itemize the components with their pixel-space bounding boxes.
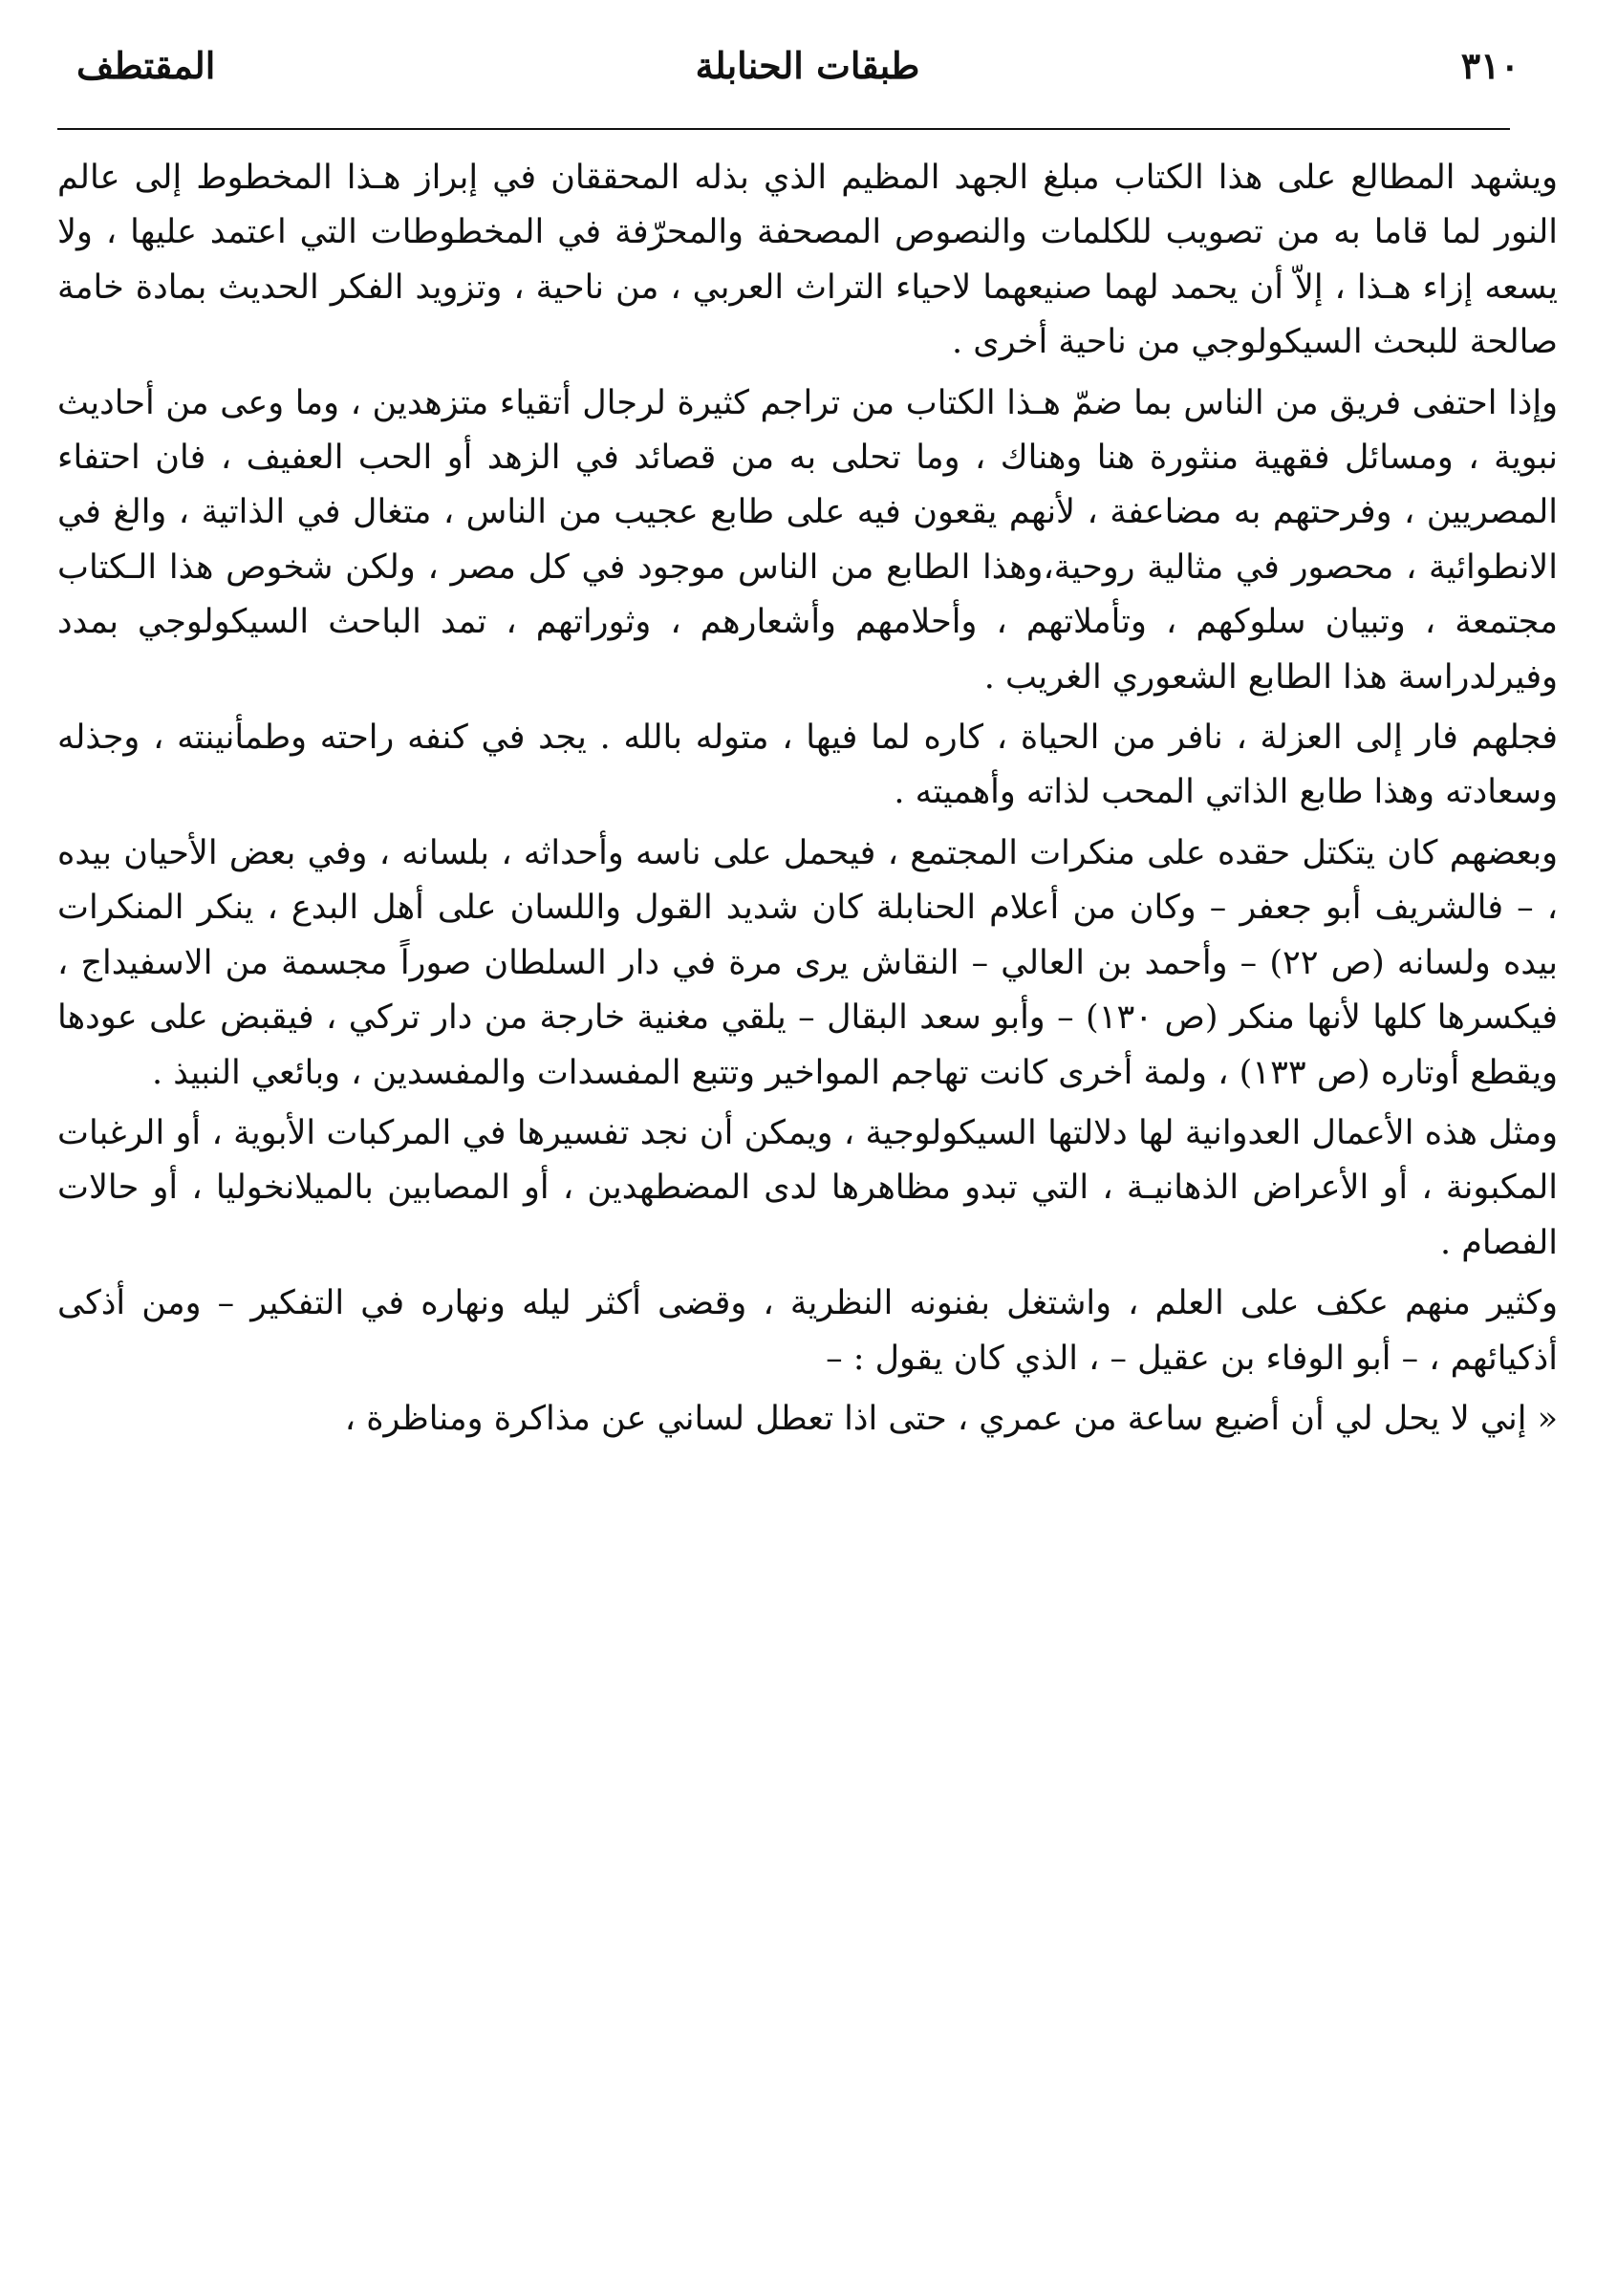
paragraph: وبعضهم كان يتكتل حقده على منكرات المجتمع ، فيحمل على ناسه وأحداثه ، بلسانه ، وفي بعض الأحيان بيده ، – فالشريف أبو جعفر – وكان من أعلام الحنابلة كان شديد القول واللسان على أهل البدع ، ينكر المنكرات بيده ولسانه (ص ٢٢) – وأحمد بن العالي – النقاش يرى مرة في دار السلطان صوراً مجسمة من الاسفيداج ، فيكسرها كلها لأنها منكر (ص ١٣٠) – وأبو سعد البقال – يلقي مغنية خارجة من دار تركي ، فيقبض على عودها ويقطع أوتاره (ص ١٣٣) ، ولمة أخرى كانت تهاجم المواخير وتتبع المفسدات والمفسدين ، وبائعي النبيذ . [57,833,1559,1092]
paragraph: فجلهم فار إلى العزلة ، نافر من الحياة ، كاره لما فيها ، متوله بالله . يجد في كنفه راحته وطمأنينته ، وجذله وسعادته وهذا طابع الذاتي المحب لذاته وأهميته . [57,719,1558,812]
journal-name: المقتطف [76,44,216,87]
paragraph: وكثير منهم عكف على العلم ، واشتغل بفنونه النظرية ، وقضى أكثر ليله ونهاره في التفكير – ومن أذكى أذكيائهم ، – أبو الوفاء بن عقيل – ، الذي كان يقول : – [57,1284,1558,1378]
article-body [57,151,1558,1447]
paragraph: ويشهد المطالع على هذا الكتاب مبلغ الجهد المظيم الذي بذله المحققان في إبراز هـذا المخطوط إلى عالم النور لما قاما به من تصويب للكلمات والنصوص المصحفة والمحرّفة في المخطوطات التي اعتمد عليها ، ولا يسعه إزاء هـذا ، إلاّ أن يحمد لهما صنيعهما لاحياء التراث العربي ، من ناحية ، وتزويد الفكر الحديث بمادة خامة صالحة للبحث السيكولوجي من ناحية أخرى . [57,159,1558,362]
paragraph: ومثل هذه الأعمال العدوانية لها دلالتها السيكولوجية ، ويمكن أن نجد تفسيرها في المركبات الأبوية ، أو الرغبات المكبونة ، أو الأعراض الذهانيـة ، التي تبدو مظاهرها لدى المضطهدين ، أو المصابين بالميلانخوليا ، أو حالات الفصام . [57,1113,1558,1262]
paragraph: وإذا احتفى فريق من الناس بما ضمّ هـذا الكتاب من تراجم كثيرة لرجال أتقياء متزهدين ، وما وعى من أحاديث نبوية ، ومسائل فقهية منثورة هنا وهناك ، وما تحلى به من قصائد في الزهد أو الحب العفيف ، فان احتفاء المصريين ، وفرحتهم به مضاعفة ، لأنهم يقعون فيه على طابع عجيب من الناس ، متغال في الذاتية ، والغ في الانطوائية ، محصور في مثالية روحية،وهذا الطابع من الناس موجود في كل مصر ، ولكن شخوص هذا الـكتاب مجتمعة ، وتبيان سلوكهم ، وتأملاتهم ، وأحلامهم وأشعارهم ، وثوراتهم ، تمد الباحث السيكولوجي بمدد وفيرلدراسة هذا الطابع الشعوري الغريب . [57,383,1558,697]
quotation-start: « إني لا يحل لي أن أضيع ساعة من عمري ، حتى اذا تعطل لساني عن مذاكرة ومناظرة ، [344,1399,1558,1438]
running-title: طبقات الحنابلة [695,44,920,87]
page-number: ٣١٠ [1460,44,1520,87]
page-header [57,38,1558,111]
book-review-page [57,38,1558,2264]
header-rule [57,128,1510,130]
